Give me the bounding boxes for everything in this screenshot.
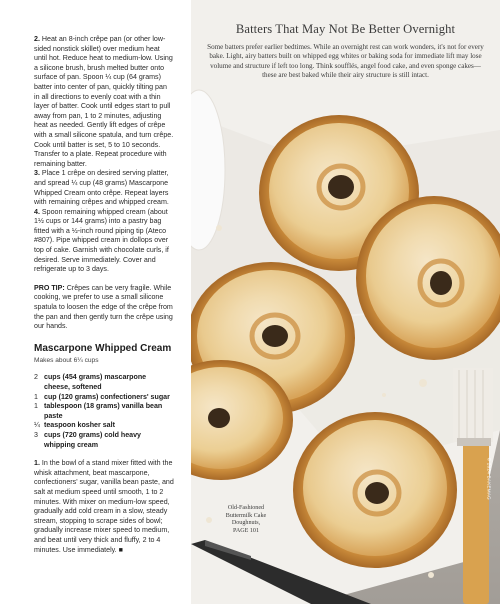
ingredient-item (34, 393, 174, 403)
ingredient-quantity: 2 (34, 373, 38, 382)
mascarpone-step-1 (34, 459, 174, 555)
step-4-text: Spoon remaining whipped cream (about 1½ cups or 144 grams) into a pastry bag fitted with a ½-inch round piping tip (Ateco #807). Pipe whipped cream in dollops over top of cake. Garnish with chocolate curls, if desired. Serve immediately. Cover and refrigerate up to 3 days. (34, 207, 169, 274)
ingredient-quantity: 1 (34, 402, 38, 411)
ingredient-text: cups (720 grams) cold heavy whipping cream (44, 430, 141, 449)
step-3-text: Place 1 crêpe on desired serving platter, and spread ¼ cup (48 grams) Mascarpone Whipped Cream onto crêpe. Repeat layers with remaining crêpes and whipped cream. (34, 169, 169, 207)
ingredient-text: cups (454 grams) mascarpone cheese, softened (44, 373, 147, 391)
doughnut-photo (191, 0, 500, 604)
ingredient-quantity: ¼ (34, 421, 40, 430)
recipe-text (34, 35, 174, 555)
ingredient-list (34, 373, 174, 450)
caption-line: Doughnuts, (231, 520, 261, 527)
doughnut (293, 412, 457, 568)
sidebar-box (191, 22, 500, 80)
step-3 (34, 169, 174, 207)
ingredient-item (34, 431, 174, 450)
yield: Makes about 6¼ cups (34, 356, 99, 364)
ingredient-text: tablespoon (18 grams) vanilla bean paste (44, 402, 163, 420)
step-2-text: Heat an 8-inch crêpe pan (or other low-sided nonstick skillet) over medium heat until hot. Reduce heat to medium-low. Using a silicone brush, brush melted butter onto surface of pan. Spoon ¼ cup (64 grams) batter into center of pan, quickly tilting pan in all directions to evenly coat with a thin layer of batter. Cook until edges start to pull away from pan, 1 to 2 minutes, adjusting heat as needed. Gently lift edges of crêpe with a small silicone spatula, and turn crêpe. Cook until batter is set, 5 to 10 seconds. Transfer to a plate. Repeat procedure with remaining batter. (34, 35, 174, 168)
ingredient-text: teaspoon kosher salt (44, 421, 115, 430)
step-3-number: 3. (34, 169, 40, 178)
sidebar-title: Batters That May Not Be Better Overnight (235, 22, 456, 36)
sidebar-body: Some batters prefer earlier bedtimes. While an overnight rest can work wonders, it's not for every bake. Light, airy batters built on whipped egg whites or baking soda for immediate lift may lose volume and structure if left too long. Think soufflés, angel food cake, and even sponge cakes—these are best baked while their airy structure is still intact. (207, 43, 484, 79)
ingredient-text: cup (120 grams) confectioners' sugar (44, 392, 170, 401)
ingredient-item (34, 421, 174, 431)
photo-caption (209, 505, 283, 535)
recipe-column (0, 0, 191, 604)
caption-line: Buttermilk Cake (225, 512, 267, 519)
step-4 (34, 208, 174, 275)
step-4-number: 4. (34, 207, 40, 216)
ingredient-item (34, 373, 174, 392)
step-2 (34, 35, 174, 169)
caption-line: Old-Fashioned (227, 505, 265, 511)
ingredient-item (34, 402, 174, 421)
ingredient-quantity: 3 (34, 430, 38, 439)
caption-page-ref: PAGE 101 (232, 527, 260, 534)
photo-credit: © 2024 BAKEMAG (486, 457, 491, 500)
step-2-number: 2. (34, 35, 40, 43)
pro-tip (34, 284, 174, 332)
subhead: Mascarpone Whipped Cream (34, 342, 172, 354)
end-mark-icon: ■ (118, 545, 123, 554)
ingredient-quantity: 1 (34, 392, 38, 401)
mascarpone-step-1-number: 1. (34, 459, 40, 468)
pro-tip-label: PRO TIP: (34, 283, 65, 292)
mascarpone-step-1-text: In the bowl of a stand mixer fitted with the whisk attachment, beat mascarpone, confectioners' sugar, vanilla bean paste, and salt at medium speed until smooth, 1 to 2 minutes. With mixer on medium-low speed, gradually add cold cream in a slow, steady stream, stopping to scrape sides of bowl; gradually increase mixer speed to medium, and beat until very thick and fluffy, 2 to 4 minutes. Use immediately. (34, 459, 174, 554)
pro-tip-text: Crêpes can be very fragile. While cooking, we prefer to use a small silicone spatula to loosen the edge of the crêpe from the pan and then gently turn the crêpe using our hands. (34, 283, 173, 331)
